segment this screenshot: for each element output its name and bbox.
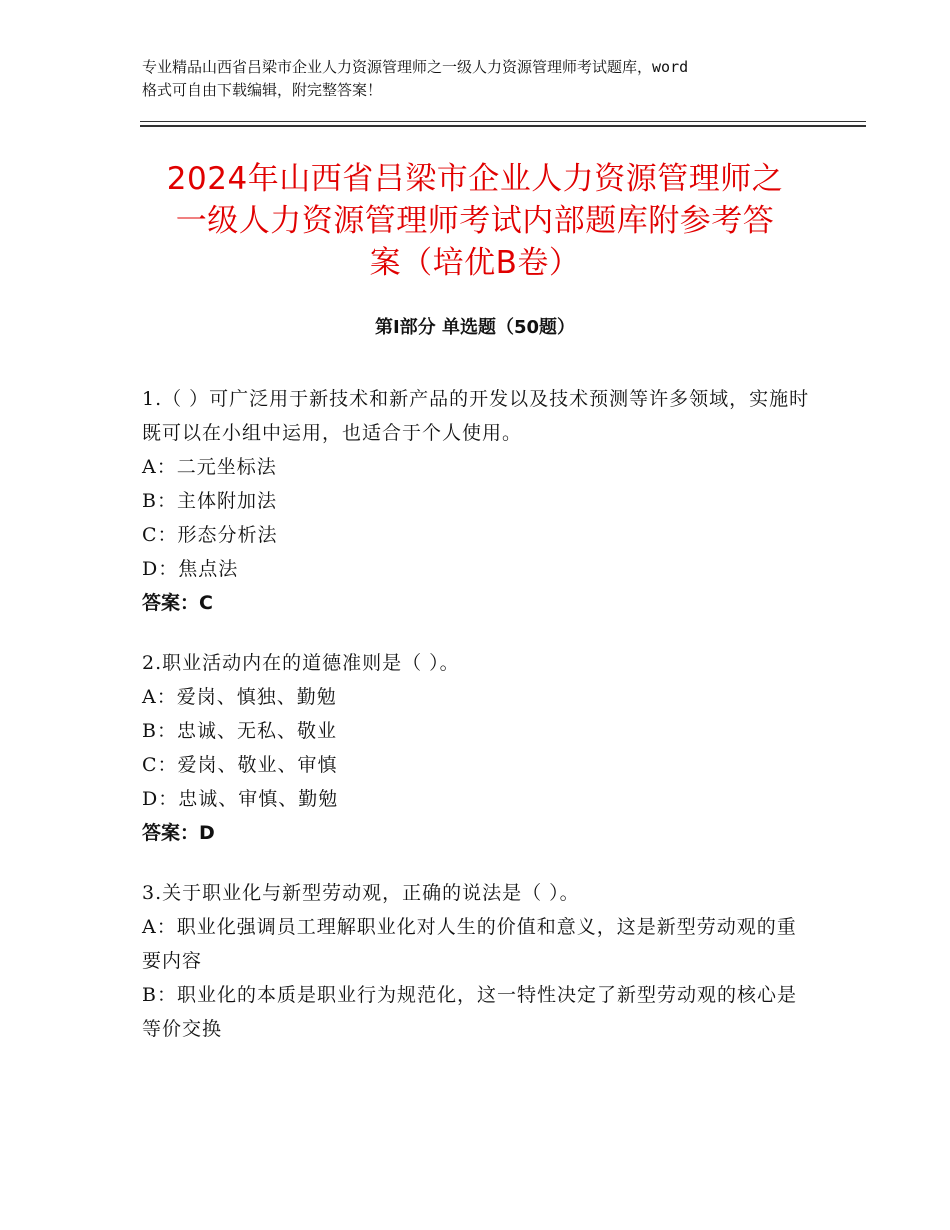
question-stem: 1.（ ）可广泛用于新技术和新产品的开发以及技术预测等许多领域，实施时既可以在小组中运用，也适合于个人使用。 xyxy=(142,388,810,444)
option-b: B：主体附加法 xyxy=(142,490,277,512)
option-b: B：职业化的本质是职业行为规范化，这一特性决定了新型劳动观的核心是等价交换 xyxy=(142,984,797,1040)
document-title-line-1: 2024年山西省吕梁市企业人力资源管理师之 xyxy=(166,161,784,197)
option-c: C：爱岗、敬业、审慎 xyxy=(142,754,338,776)
question-stem: 2.职业活动内在的道德准则是（ ）。 xyxy=(142,652,460,674)
document-title-line-2: 一级人力资源管理师考试内部题库附参考答 xyxy=(175,203,775,239)
question-list xyxy=(142,382,810,1072)
question-3 xyxy=(142,876,810,1046)
header-note xyxy=(142,56,822,102)
option-d: D：焦点法 xyxy=(142,558,239,580)
answer-label: 答案：D xyxy=(142,822,215,844)
option-c: C：形态分析法 xyxy=(142,524,278,546)
option-d: D：忠诚、审慎、勤勉 xyxy=(142,788,339,810)
header-note-line-1: 专业精品山西省吕梁市企业人力资源管理师之一级人力资源管理师考试题库，word xyxy=(142,58,689,76)
document-title xyxy=(130,158,820,284)
document-title-line-3: 案（培优B卷） xyxy=(369,245,581,281)
question-1 xyxy=(142,382,810,620)
header-divider xyxy=(140,121,866,122)
option-a: A：二元坐标法 xyxy=(142,456,277,478)
option-a: A：职业化强调员工理解职业化对人生的价值和意义，这是新型劳动观的重要内容 xyxy=(142,916,797,972)
question-stem: 3.关于职业化与新型劳动观，正确的说法是（ ）。 xyxy=(142,882,580,904)
section-title: 第Ⅰ部分 单选题（50题） xyxy=(374,317,575,338)
header-note-line-2: 格式可自由下载编辑，附完整答案！ xyxy=(142,81,383,99)
option-a: A：爱岗、慎独、勤勉 xyxy=(142,686,337,708)
question-2 xyxy=(142,646,810,850)
answer-label: 答案：C xyxy=(142,592,213,614)
option-b: B：忠诚、无私、敬业 xyxy=(142,720,337,742)
header-divider-thick xyxy=(140,125,866,127)
